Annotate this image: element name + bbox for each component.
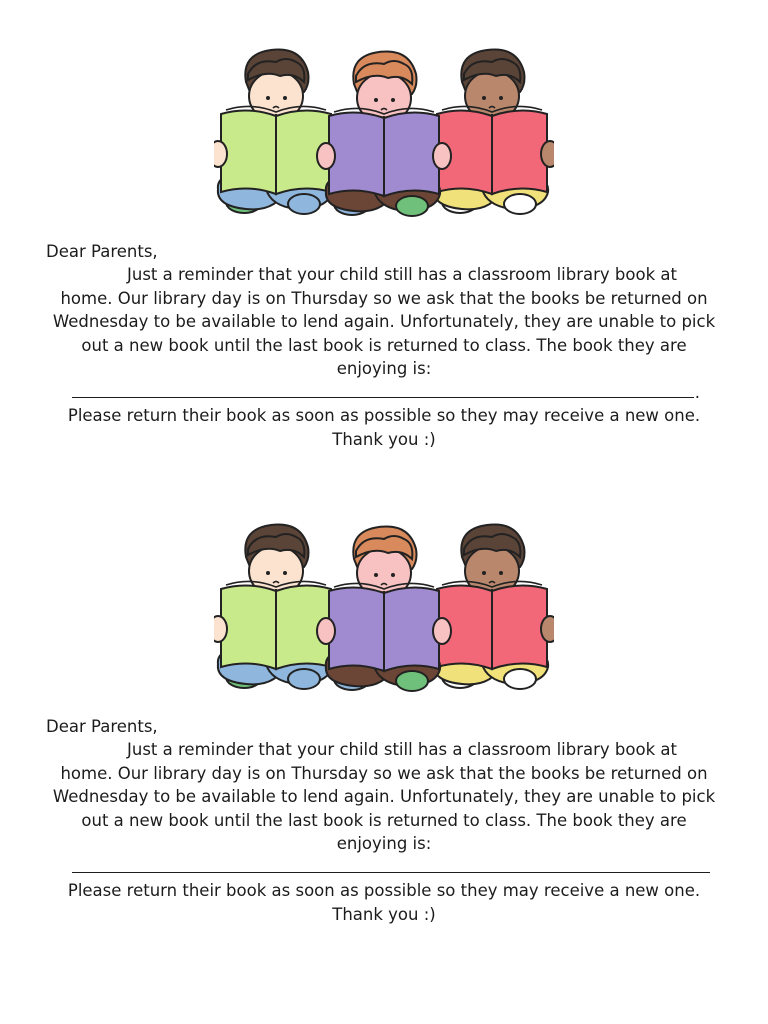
return-request: Please return their book as soon as possible so they may receive a new one. (67, 406, 701, 425)
blank-underline (72, 397, 694, 398)
note-body (44, 738, 724, 926)
greeting: Dear Parents, (46, 717, 158, 736)
kids-reading-illustration (214, 517, 554, 697)
reminder-line-1: Just a reminder that your child still has a classroom library book at (127, 740, 677, 759)
thank-you: Thank you :) (332, 429, 436, 449)
reminder-note-1 (0, 40, 768, 500)
reminder-paragraph (44, 263, 724, 381)
reminder-note-2 (0, 515, 768, 975)
reminder-line-2: home. Our library day is on Thursday so we ask that the books be returned on Wednesday to be available to lend again. Unfortunately, they are unable to pick out a new book until the last book is returned to class. The book they are enjoying is: (52, 288, 716, 378)
book-title-blank (44, 856, 724, 880)
reminder-line-2: home. Our library day is on Thursday so we ask that the books be returned on Wednesday to be available to lend again. Unfortunately, they are unable to pick out a new book until the last book is returned to class. The book they are enjoying is: (52, 763, 716, 853)
note-body (44, 263, 724, 451)
book-title-blank (44, 381, 724, 405)
greeting: Dear Parents, (46, 242, 158, 261)
blank-underline (72, 872, 710, 873)
thank-you: Thank you :) (332, 904, 436, 924)
blank-period: . (694, 382, 700, 402)
return-request: Please return their book as soon as possible so they may receive a new one. (67, 881, 701, 900)
reminder-paragraph (44, 738, 724, 856)
reminder-line-1: Just a reminder that your child still has a classroom library book at (127, 265, 677, 284)
kids-reading-illustration (214, 42, 554, 222)
